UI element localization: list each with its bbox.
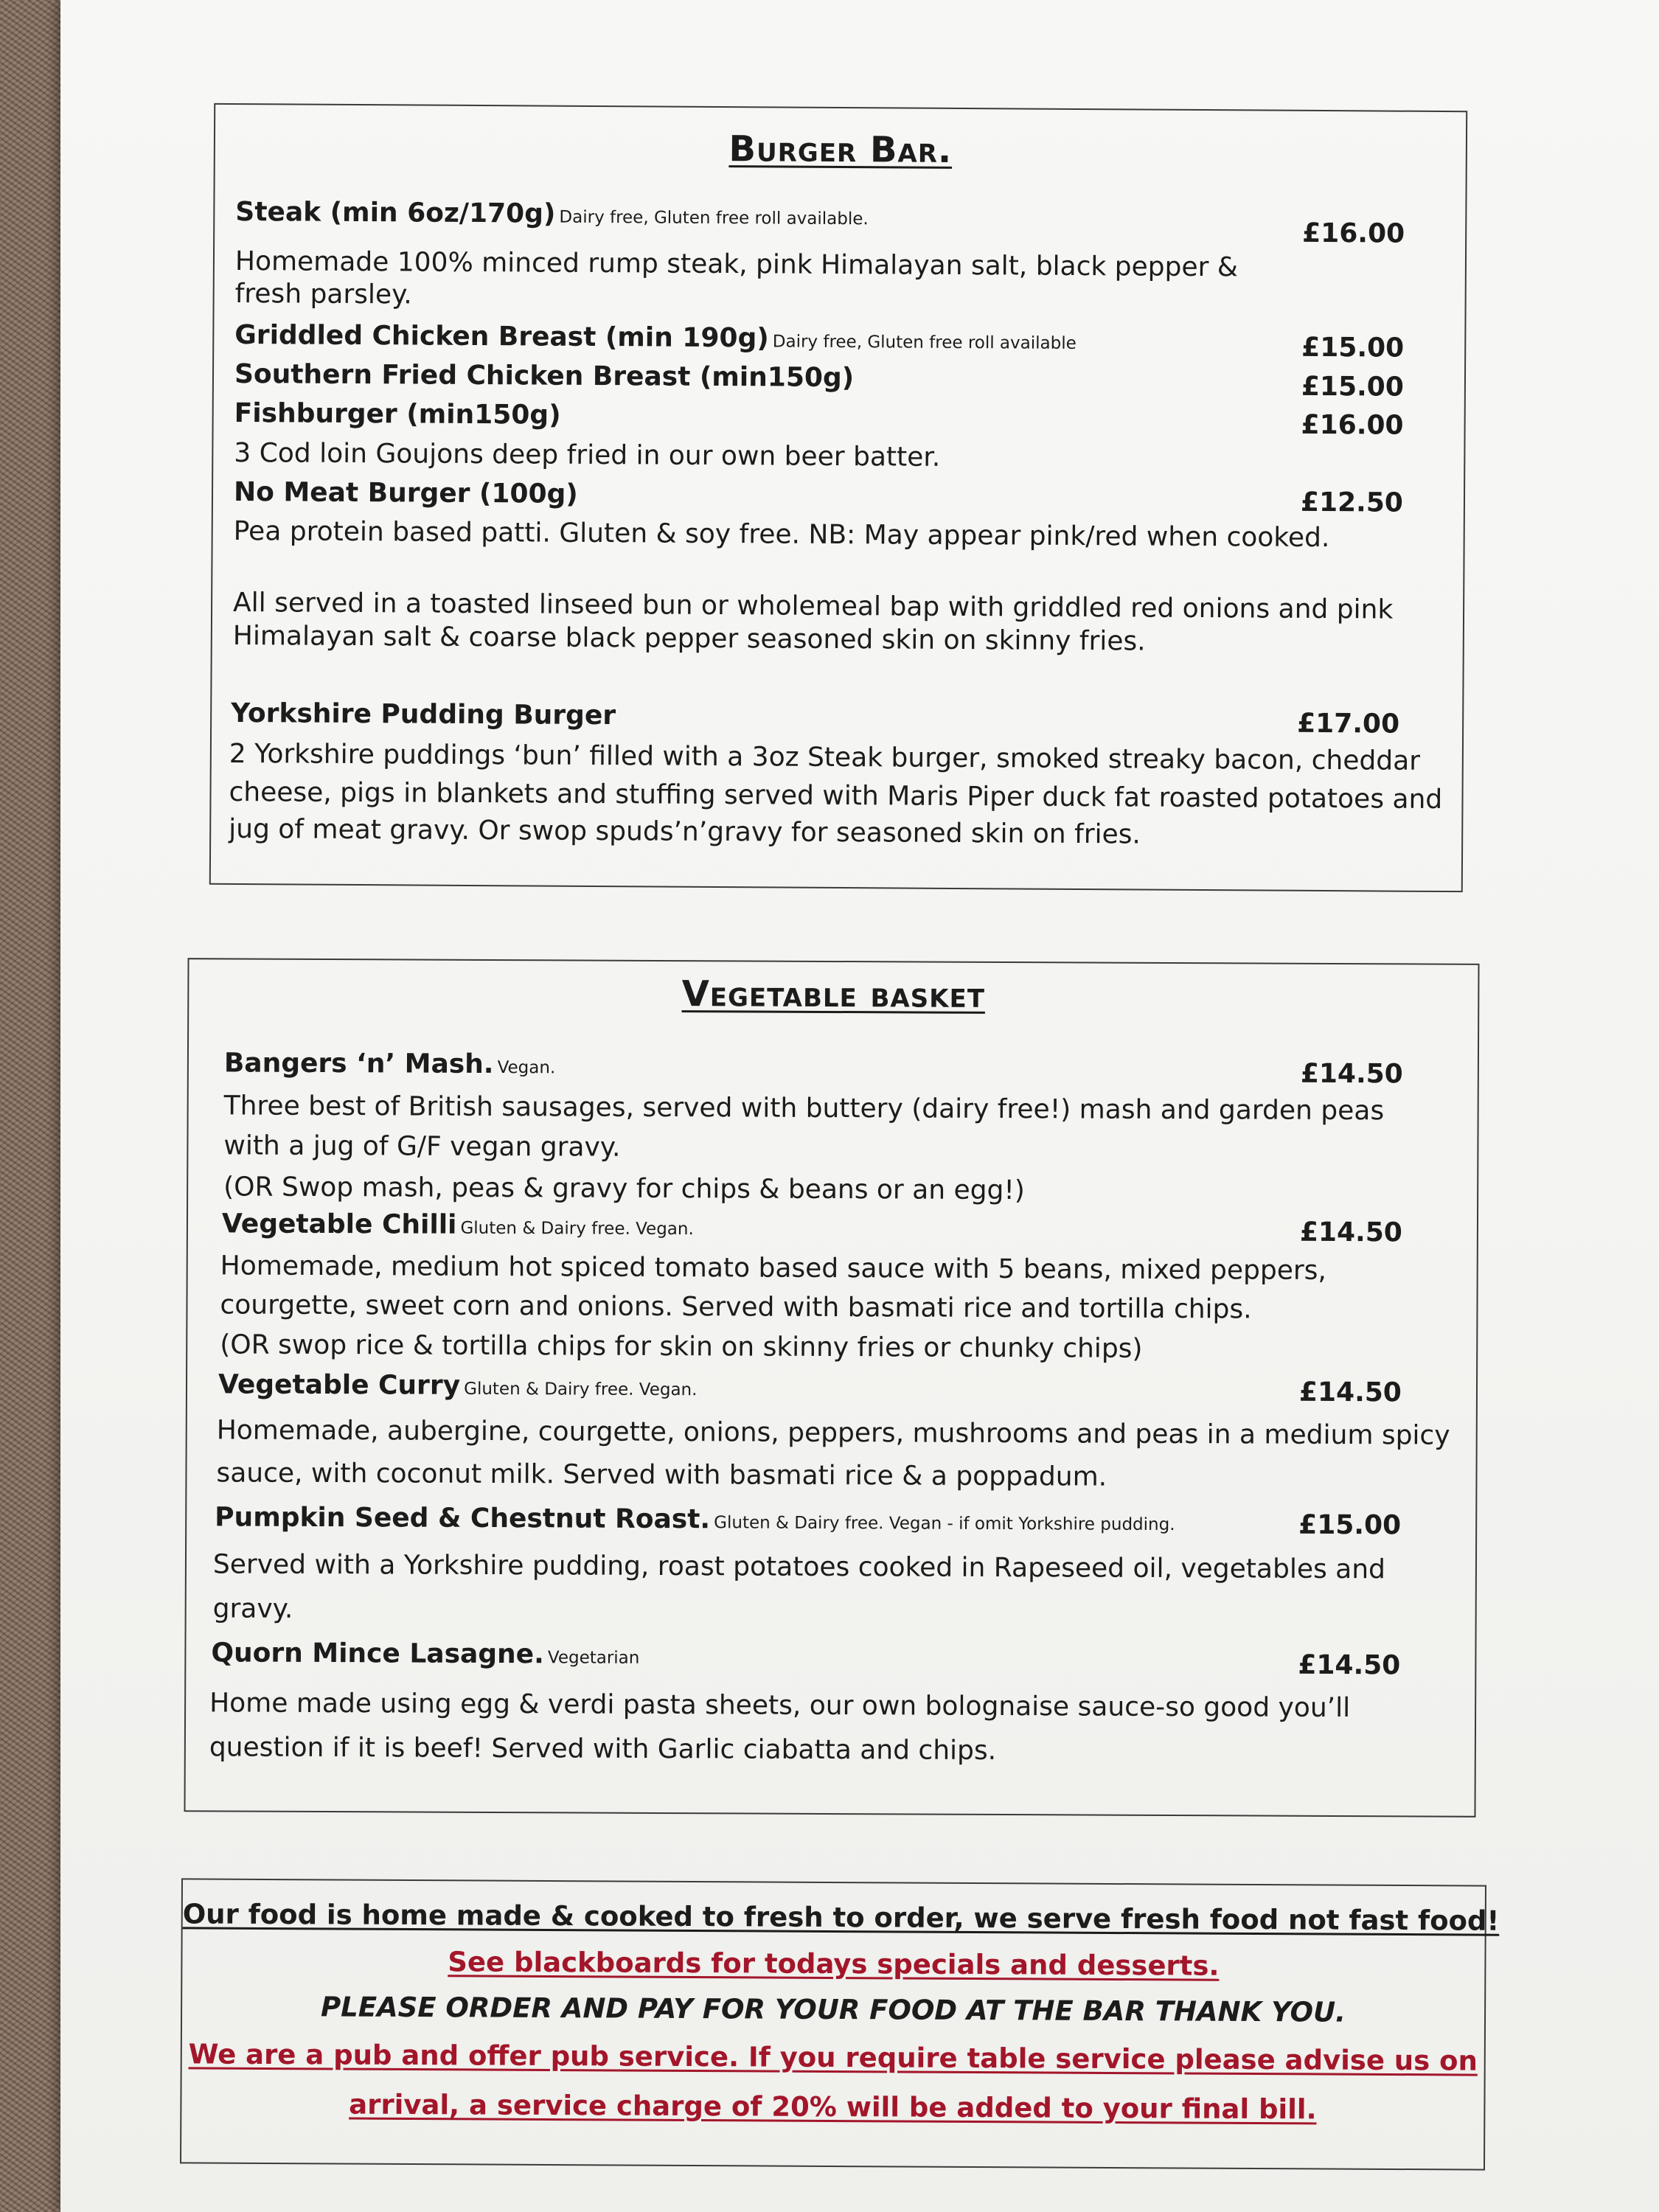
footer-notice (180, 1878, 1500, 2170)
item-name: No Meat Burger (100g) (233, 476, 578, 509)
item-description: 3 Cod loin Goujons deep fried in our own beer batter. (234, 437, 941, 473)
item-name: Pumpkin Seed & Chestnut Roast. (215, 1502, 711, 1535)
item-name: Vegetable Curry (218, 1369, 461, 1401)
fresh-food-notice: Our food is home made & cooked to fresh to order, we serve fresh food not fast food! (182, 1898, 1500, 1937)
menu-item-yorkshire-pudding-burger (231, 698, 616, 731)
order-at-bar-notice: PLEASE ORDER AND PAY FOR YOUR FOOD AT THE BAR THANK YOU. (320, 1991, 1346, 2028)
item-description: Served with a Yorkshire pudding, roast potatoes cooked in Rapeseed oil, vegetables and (212, 1549, 1386, 1585)
item-price: £16.00 (1301, 409, 1404, 441)
menu-item-quorn-lasagne (211, 1638, 639, 1670)
item-description: question if it is beef! Served with Garlic ciabatta and chips. (209, 1732, 997, 1766)
menu-item-no-meat (234, 477, 578, 509)
menu-sheet (60, 0, 1659, 2212)
item-note: Gluten & Dairy free. Vegan - if omit Yorkshire pudding. (714, 1513, 1175, 1535)
menu-item-fishburger (234, 398, 561, 431)
item-note: Vegan. (497, 1058, 556, 1078)
item-description: courgette, sweet corn and onions. Served with basmati rice and tortilla chips. (220, 1290, 1252, 1325)
item-note: Vegetarian (547, 1648, 640, 1668)
menu-item-steak (235, 197, 869, 231)
item-price: £15.00 (1301, 371, 1404, 403)
served-note: All served in a toasted linseed bun or wholemeal bap with griddled red onions and pink (232, 587, 1394, 625)
burger-bar-section (209, 103, 1467, 892)
item-description: with a jug of G/F vegan gravy. (223, 1130, 621, 1163)
item-description: Home made using egg & verdi pasta sheets, our own bolognaise sauce-so good you’ll (209, 1688, 1351, 1724)
menu-item-vegetable-chilli (222, 1208, 694, 1241)
carpet-background (0, 0, 66, 2212)
item-description: (OR swop rice & tortilla chips for skin on skinny fries or chunky chips) (220, 1329, 1143, 1364)
menu-item-pumpkin-seed-roast (215, 1502, 1175, 1537)
item-description: Pea protein based patti. Gluten & soy free. NB: May appear pink/red when cooked. (233, 515, 1330, 554)
item-name: Southern Fried Chicken Breast (min150g) (234, 358, 855, 394)
item-note: Gluten & Dairy free. Vegan. (460, 1218, 694, 1239)
item-note: Dairy free, Gluten free roll available (772, 332, 1077, 353)
item-name: Griddled Chicken Breast (min 190g) (234, 319, 769, 354)
service-charge-notice: We are a pub and offer pub service. If you require table service please advise us on (188, 2038, 1478, 2077)
item-description: (OR Swop mash, peas & gravy for chips & beans or an egg!) (223, 1172, 1025, 1206)
section-title: Burger Bar. (728, 128, 953, 171)
item-price: £14.50 (1298, 1649, 1401, 1681)
item-description: gravy. (212, 1593, 293, 1624)
vegetable-basket-section (184, 958, 1479, 1818)
item-name: Steak (min 6oz/170g) (235, 196, 556, 229)
item-description: Homemade 100% minced rump steak, pink Himalayan salt, black pepper & (234, 246, 1239, 283)
item-name: Vegetable Chilli (221, 1208, 457, 1240)
item-price: £15.00 (1301, 332, 1405, 364)
item-note: Dairy free, Gluten free roll available. (559, 207, 869, 229)
item-description: cheese, pigs in blankets and stuffing served with Maris Piper duck fat roasted potatoes and (229, 776, 1443, 815)
menu-item-southern-fried (234, 359, 854, 393)
item-price: £14.50 (1300, 1058, 1403, 1090)
menu-item-vegetable-curry (218, 1369, 698, 1402)
item-name: Bangers ‘n’ Mash. (223, 1048, 494, 1079)
item-price: £14.50 (1299, 1217, 1402, 1248)
section-title: Vegetable basket (681, 973, 986, 1016)
item-name: Fishburger (min150g) (234, 397, 561, 431)
item-price: £17.00 (1297, 708, 1400, 740)
item-price: £14.50 (1298, 1377, 1402, 1408)
item-price: £15.00 (1298, 1509, 1402, 1541)
specials-notice: See blackboards for todays specials and desserts. (448, 1946, 1220, 1982)
item-price: £16.00 (1302, 218, 1405, 249)
item-price: £12.50 (1300, 487, 1404, 518)
item-description: Homemade, aubergine, courgette, onions, peppers, mushrooms and peas in a medium spicy (216, 1415, 1450, 1451)
item-name: Quorn Mince Lasagne. (211, 1638, 544, 1670)
served-note: Himalayan salt & coarse black pepper seasoned skin on skinny fries. (232, 620, 1146, 657)
item-description: fresh parsley. (234, 278, 412, 310)
item-description: Homemade, medium hot spiced tomato based sauce with 5 beans, mixed peppers, (220, 1251, 1327, 1286)
menu-item-bangers-n-mash (224, 1048, 556, 1079)
menu-item-griddled-chicken (234, 320, 1077, 355)
item-description: jug of meat gravy. Or swop spuds’n’gravy for seasoned skin on fries. (229, 813, 1141, 850)
item-description: Three best of British sausages, served with buttery (dairy free!) mash and garden peas (223, 1091, 1385, 1127)
item-name: Yorkshire Pudding Burger (231, 698, 616, 731)
item-description: sauce, with coconut milk. Served with basmati rice & a poppadum. (216, 1458, 1107, 1492)
service-charge-notice: arrival, a service charge of 20% will be added to your final bill. (349, 2088, 1317, 2126)
item-description: 2 Yorkshire puddings ‘bun’ filled with a 3oz Steak burger, smoked streaky bacon, cheddar (229, 738, 1421, 776)
item-note: Gluten & Dairy free. Vegan. (464, 1379, 698, 1400)
